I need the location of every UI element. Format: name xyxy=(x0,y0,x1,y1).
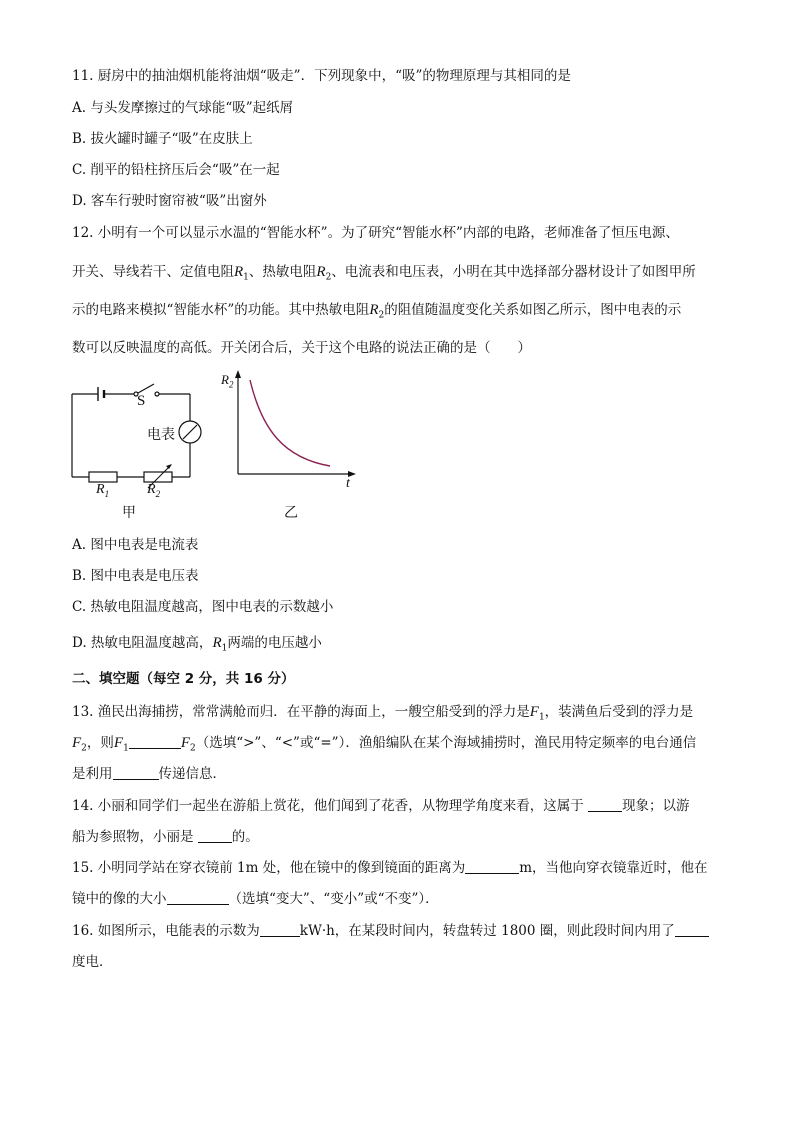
meter-label: 电表 xyxy=(147,427,175,443)
q11-option-d: D. 客车行驶时窗帘被“吸”出窗外 xyxy=(72,193,267,209)
q12-option-d: D. 热敏电阻温度越高，$R_1$两端的电压越小 xyxy=(72,635,322,654)
q15-blank-2[interactable] xyxy=(167,890,229,905)
r1-label: $R_1$ xyxy=(96,482,110,499)
q12-line-4: 数可以反映温度的高低。开关闭合后，关于这个电路的说法正确的是（ ） xyxy=(72,340,531,356)
q12-option-b: B. 图中电表是电压表 xyxy=(72,568,199,584)
figure-caption-yi: 乙 xyxy=(284,505,298,521)
q13-blank-2[interactable] xyxy=(113,765,159,780)
q16-line-1: 16. 如图所示，电能表的示数为 kW·h，在某段时间内，转盘转过 1800 圈，则此段时间内用了 xyxy=(72,921,709,941)
section-2-heading: 二、填空题（每空 2 分，共 16 分） xyxy=(72,671,295,687)
q14-blank-1[interactable] xyxy=(588,797,622,812)
q12-option-c: C. 热敏电阻温度越高，图中电表的示数越小 xyxy=(72,599,334,615)
r2-label: $R_2$ xyxy=(147,482,161,499)
switch-label: S xyxy=(137,393,146,409)
q14-line-2: 船为参照物，小丽是 的。 xyxy=(72,829,259,845)
figure-caption-jia: 甲 xyxy=(122,505,136,521)
q12-line-2: 开关、导线若干、定值电阻$R_1$、热敏电阻$R_2$、电流表和电压表，小明在其中选择部分器材设计了如图甲所 xyxy=(72,264,696,283)
q16-blank-2[interactable] xyxy=(675,922,709,937)
q11-option-c: C. 削平的铅柱挤压后会“吸”在一起 xyxy=(72,162,280,178)
q16-line-2: 度电． xyxy=(72,954,113,970)
q11-option-a: A. 与头发摩擦过的气球能“吸”起纸屑 xyxy=(72,100,294,116)
graph-x-label: t xyxy=(346,476,350,491)
q13-line-3: 是利用 传递信息． xyxy=(72,766,226,782)
q11-option-b: B. 拔火罐时罐子“吸”在皮肤上 xyxy=(72,131,253,147)
graph-y-label: $R_2$ xyxy=(221,372,234,390)
q13-line-1: 13. 渔民出海捕捞，常常满舱而归．在平静的海面上，一艘空船受到的浮力是$F_1$，装满鱼后受到的浮力是 xyxy=(72,704,694,723)
q15-blank-1[interactable] xyxy=(465,859,519,874)
q12-line-1: 12. 小明有一个可以显示水温的“智能水杯”。为了研究“智能水杯”内部的电路，老师准备了恒压电源、 xyxy=(72,225,679,241)
q13-line-2: $F_2$，则$F_1$ $F_2$（选填“>”、“<”或“=”）．渔船编队在某个海域捕捞时，渔民用特定频率的电台通信 xyxy=(72,735,697,754)
q15-line-2: 镜中的像的大小 （选填“变大”、“变小”或“不变”）． xyxy=(72,891,439,907)
resistance-temperature-graph xyxy=(228,368,360,482)
q16-blank-1[interactable] xyxy=(260,922,300,937)
q12-line-3: 示的电路来模拟“智能水杯”的功能。其中热敏电阻$R_2$的阻值随温度变化关系如图乙所示，图中电表的示 xyxy=(72,302,682,321)
q14-blank-2[interactable] xyxy=(198,828,232,843)
circuit-diagram xyxy=(60,370,210,500)
q12-option-a: A. 图中电表是电流表 xyxy=(72,537,199,553)
q11-stem: 11. 厨房中的抽油烟机能将油烟“吸走”．下列现象中，“吸”的物理原理与其相同的是 xyxy=(72,68,571,84)
q13-blank-1[interactable] xyxy=(129,734,181,749)
q15-line-1: 15. 小明同学站在穿衣镜前 1m 处，他在镜中的像到镜面的距离为 m，当他向穿衣镜靠近时，他在 xyxy=(72,860,708,876)
q14-line-1: 14. 小丽和同学们一起坐在游船上赏花，他们闻到了花香，从物理学角度来看，这属于 现象；以游 xyxy=(72,798,690,814)
r2-curve xyxy=(250,380,330,466)
